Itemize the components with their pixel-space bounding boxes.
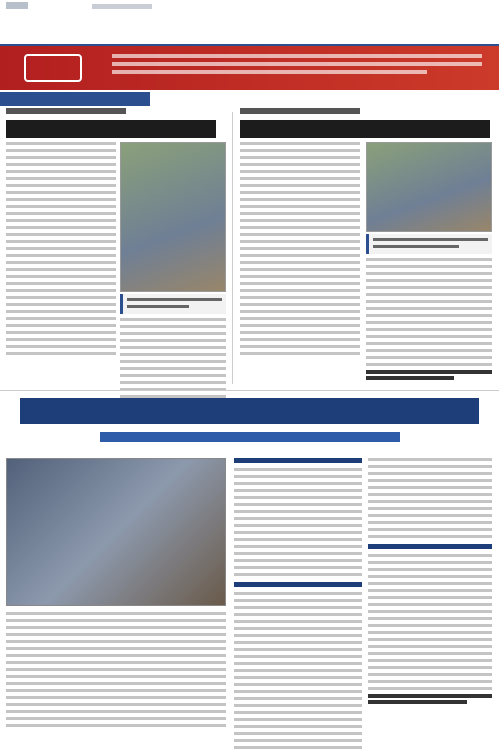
page-date [92, 4, 152, 9]
article-1-body-cont [120, 318, 226, 409]
article-3-photo [6, 458, 226, 606]
page-kicker [6, 2, 28, 9]
section-ribbon [0, 92, 150, 106]
article-3-byline [368, 694, 492, 698]
article-2-body-cont [366, 258, 492, 380]
article-3-body-mid [234, 458, 362, 753]
article-1-body [6, 142, 116, 359]
article-3-heading [20, 398, 479, 450]
column-divider [232, 112, 233, 384]
banner-intro-text [112, 54, 482, 78]
section-divider [0, 390, 499, 391]
article-2-body [240, 142, 360, 359]
article-1-photo [120, 142, 226, 292]
article-1-heading [6, 108, 216, 138]
banner-logo-icon [24, 54, 82, 82]
article-2-heading [240, 108, 490, 138]
article-2-photo [366, 142, 492, 232]
article-2-byline [366, 370, 492, 374]
article-3-body-left [6, 612, 226, 731]
page-header [0, 0, 499, 46]
intro-banner [0, 46, 499, 90]
article-1-caption [120, 294, 226, 314]
article-3-body-right [368, 458, 492, 704]
article-2-caption [366, 234, 492, 254]
